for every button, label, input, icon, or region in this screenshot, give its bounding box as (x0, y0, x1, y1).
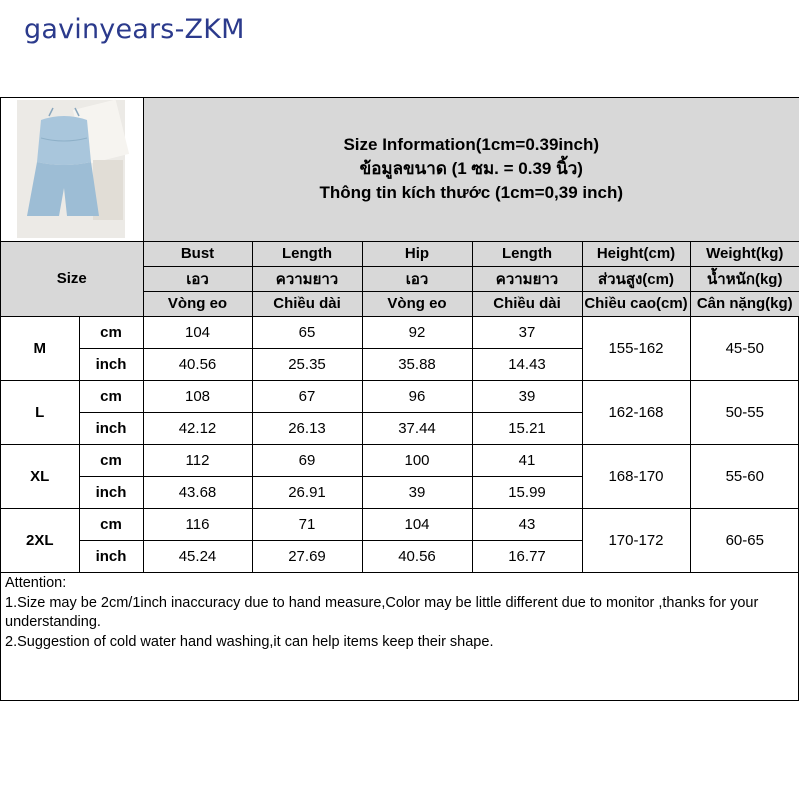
cell-bust-inch: 45.24 (143, 540, 252, 572)
size-info-th: ข้อมูลขนาด (1 ซม. = 0.39 นิ้ว) (359, 159, 583, 179)
table-row (1, 380, 799, 412)
cell-length-2-cm: 39 (472, 380, 582, 412)
cell-length-2-cm: 43 (472, 508, 582, 540)
cell-hip-cm: 104 (362, 508, 472, 540)
unit-cm: cm (79, 380, 143, 412)
unit-inch: inch (79, 412, 143, 444)
cell-weight: 45-50 (690, 316, 799, 380)
header-hip: Hip (362, 241, 472, 266)
header-hip-vi: Vòng eo (362, 291, 472, 316)
header-length-vi: Chiều dài (252, 291, 362, 316)
cell-weight: 60-65 (690, 508, 799, 572)
cell-length-cm: 65 (252, 316, 362, 348)
cell-height: 170-172 (582, 508, 690, 572)
size-table (1, 98, 799, 573)
header-length-2-th: ความยาว (472, 266, 582, 291)
cell-height: 162-168 (582, 380, 690, 444)
cell-height: 155-162 (582, 316, 690, 380)
cell-hip-inch: 40.56 (362, 540, 472, 572)
header-weight-th: น้ำหนัก(kg) (690, 266, 799, 291)
cell-length-2-inch: 16.77 (472, 540, 582, 572)
header-height: Height(cm) (582, 241, 690, 266)
cell-length-2-inch: 15.21 (472, 412, 582, 444)
cell-hip-cm: 96 (362, 380, 472, 412)
cell-hip-cm: 92 (362, 316, 472, 348)
cell-length-cm: 71 (252, 508, 362, 540)
cell-length-inch: 27.69 (252, 540, 362, 572)
header-height-vi: Chiều cao(cm) (582, 291, 690, 316)
size-chart (0, 97, 799, 701)
product-image (1, 98, 141, 240)
size-label-l: L (1, 380, 79, 444)
header-bust-th: เอว (143, 266, 252, 291)
cell-bust-inch: 43.68 (143, 476, 252, 508)
cell-hip-inch: 37.44 (362, 412, 472, 444)
header-height-th: ส่วนสูง(cm) (582, 266, 690, 291)
size-label-2xl: 2XL (1, 508, 79, 572)
cell-length-inch: 26.13 (252, 412, 362, 444)
table-row (1, 316, 799, 348)
cell-length-2-inch: 14.43 (472, 348, 582, 380)
cell-weight: 55-60 (690, 444, 799, 508)
unit-inch: inch (79, 348, 143, 380)
table-row (1, 508, 799, 540)
unit-cm: cm (79, 508, 143, 540)
cell-weight: 50-55 (690, 380, 799, 444)
size-label-xl: XL (1, 444, 79, 508)
cell-length-2-inch: 15.99 (472, 476, 582, 508)
unit-cm: cm (79, 316, 143, 348)
header-length-th: ความยาว (252, 266, 362, 291)
unit-cm: cm (79, 444, 143, 476)
header-length: Length (252, 241, 362, 266)
size-label-m: M (1, 316, 79, 380)
cell-hip-cm: 100 (362, 444, 472, 476)
cell-length-inch: 25.35 (252, 348, 362, 380)
cell-hip-inch: 39 (362, 476, 472, 508)
cell-length-cm: 69 (252, 444, 362, 476)
attention-title: Attention: (5, 575, 67, 591)
cell-height: 168-170 (582, 444, 690, 508)
store-name: gavinyears-ZKM (24, 14, 245, 45)
cell-length-2-cm: 41 (472, 444, 582, 476)
header-weight: Weight(kg) (690, 241, 799, 266)
attention-note-2: 2.Suggestion of cold water hand washing,it can help items keep their shape. (5, 633, 494, 650)
product-photo (1, 98, 143, 241)
header-hip-th: เอว (362, 266, 472, 291)
cell-length-cm: 67 (252, 380, 362, 412)
unit-inch: inch (79, 540, 143, 572)
cell-bust-cm: 112 (143, 444, 252, 476)
unit-inch: inch (79, 476, 143, 508)
header-bust-vi: Vòng eo (143, 291, 252, 316)
table-row (1, 444, 799, 476)
size-info-header (143, 98, 799, 241)
header-weight-vi: Cân nặng(kg) (690, 291, 799, 316)
cell-bust-inch: 42.12 (143, 412, 252, 444)
header-bust: Bust (143, 241, 252, 266)
cell-length-2-cm: 37 (472, 316, 582, 348)
cell-length-inch: 26.91 (252, 476, 362, 508)
cell-hip-inch: 35.88 (362, 348, 472, 380)
cell-bust-cm: 108 (143, 380, 252, 412)
cell-bust-inch: 40.56 (143, 348, 252, 380)
cell-bust-cm: 116 (143, 508, 252, 540)
header-length-2-vi: Chiều dài (472, 291, 582, 316)
attention-note-1: 1.Size may be 2cm/1inch inaccuracy due to hand measure,Color may be little different due to monitor ,thanks for your understanding. (5, 594, 759, 630)
size-info-vi: Thông tin kích thước (1cm=0,39 inch) (319, 183, 624, 203)
size-info-en: Size Information(1cm=0.39inch) (343, 135, 600, 155)
header-length-2: Length (472, 241, 582, 266)
cell-bust-cm: 104 (143, 316, 252, 348)
attention-notes (5, 574, 795, 652)
size-column-label: Size (1, 241, 143, 316)
